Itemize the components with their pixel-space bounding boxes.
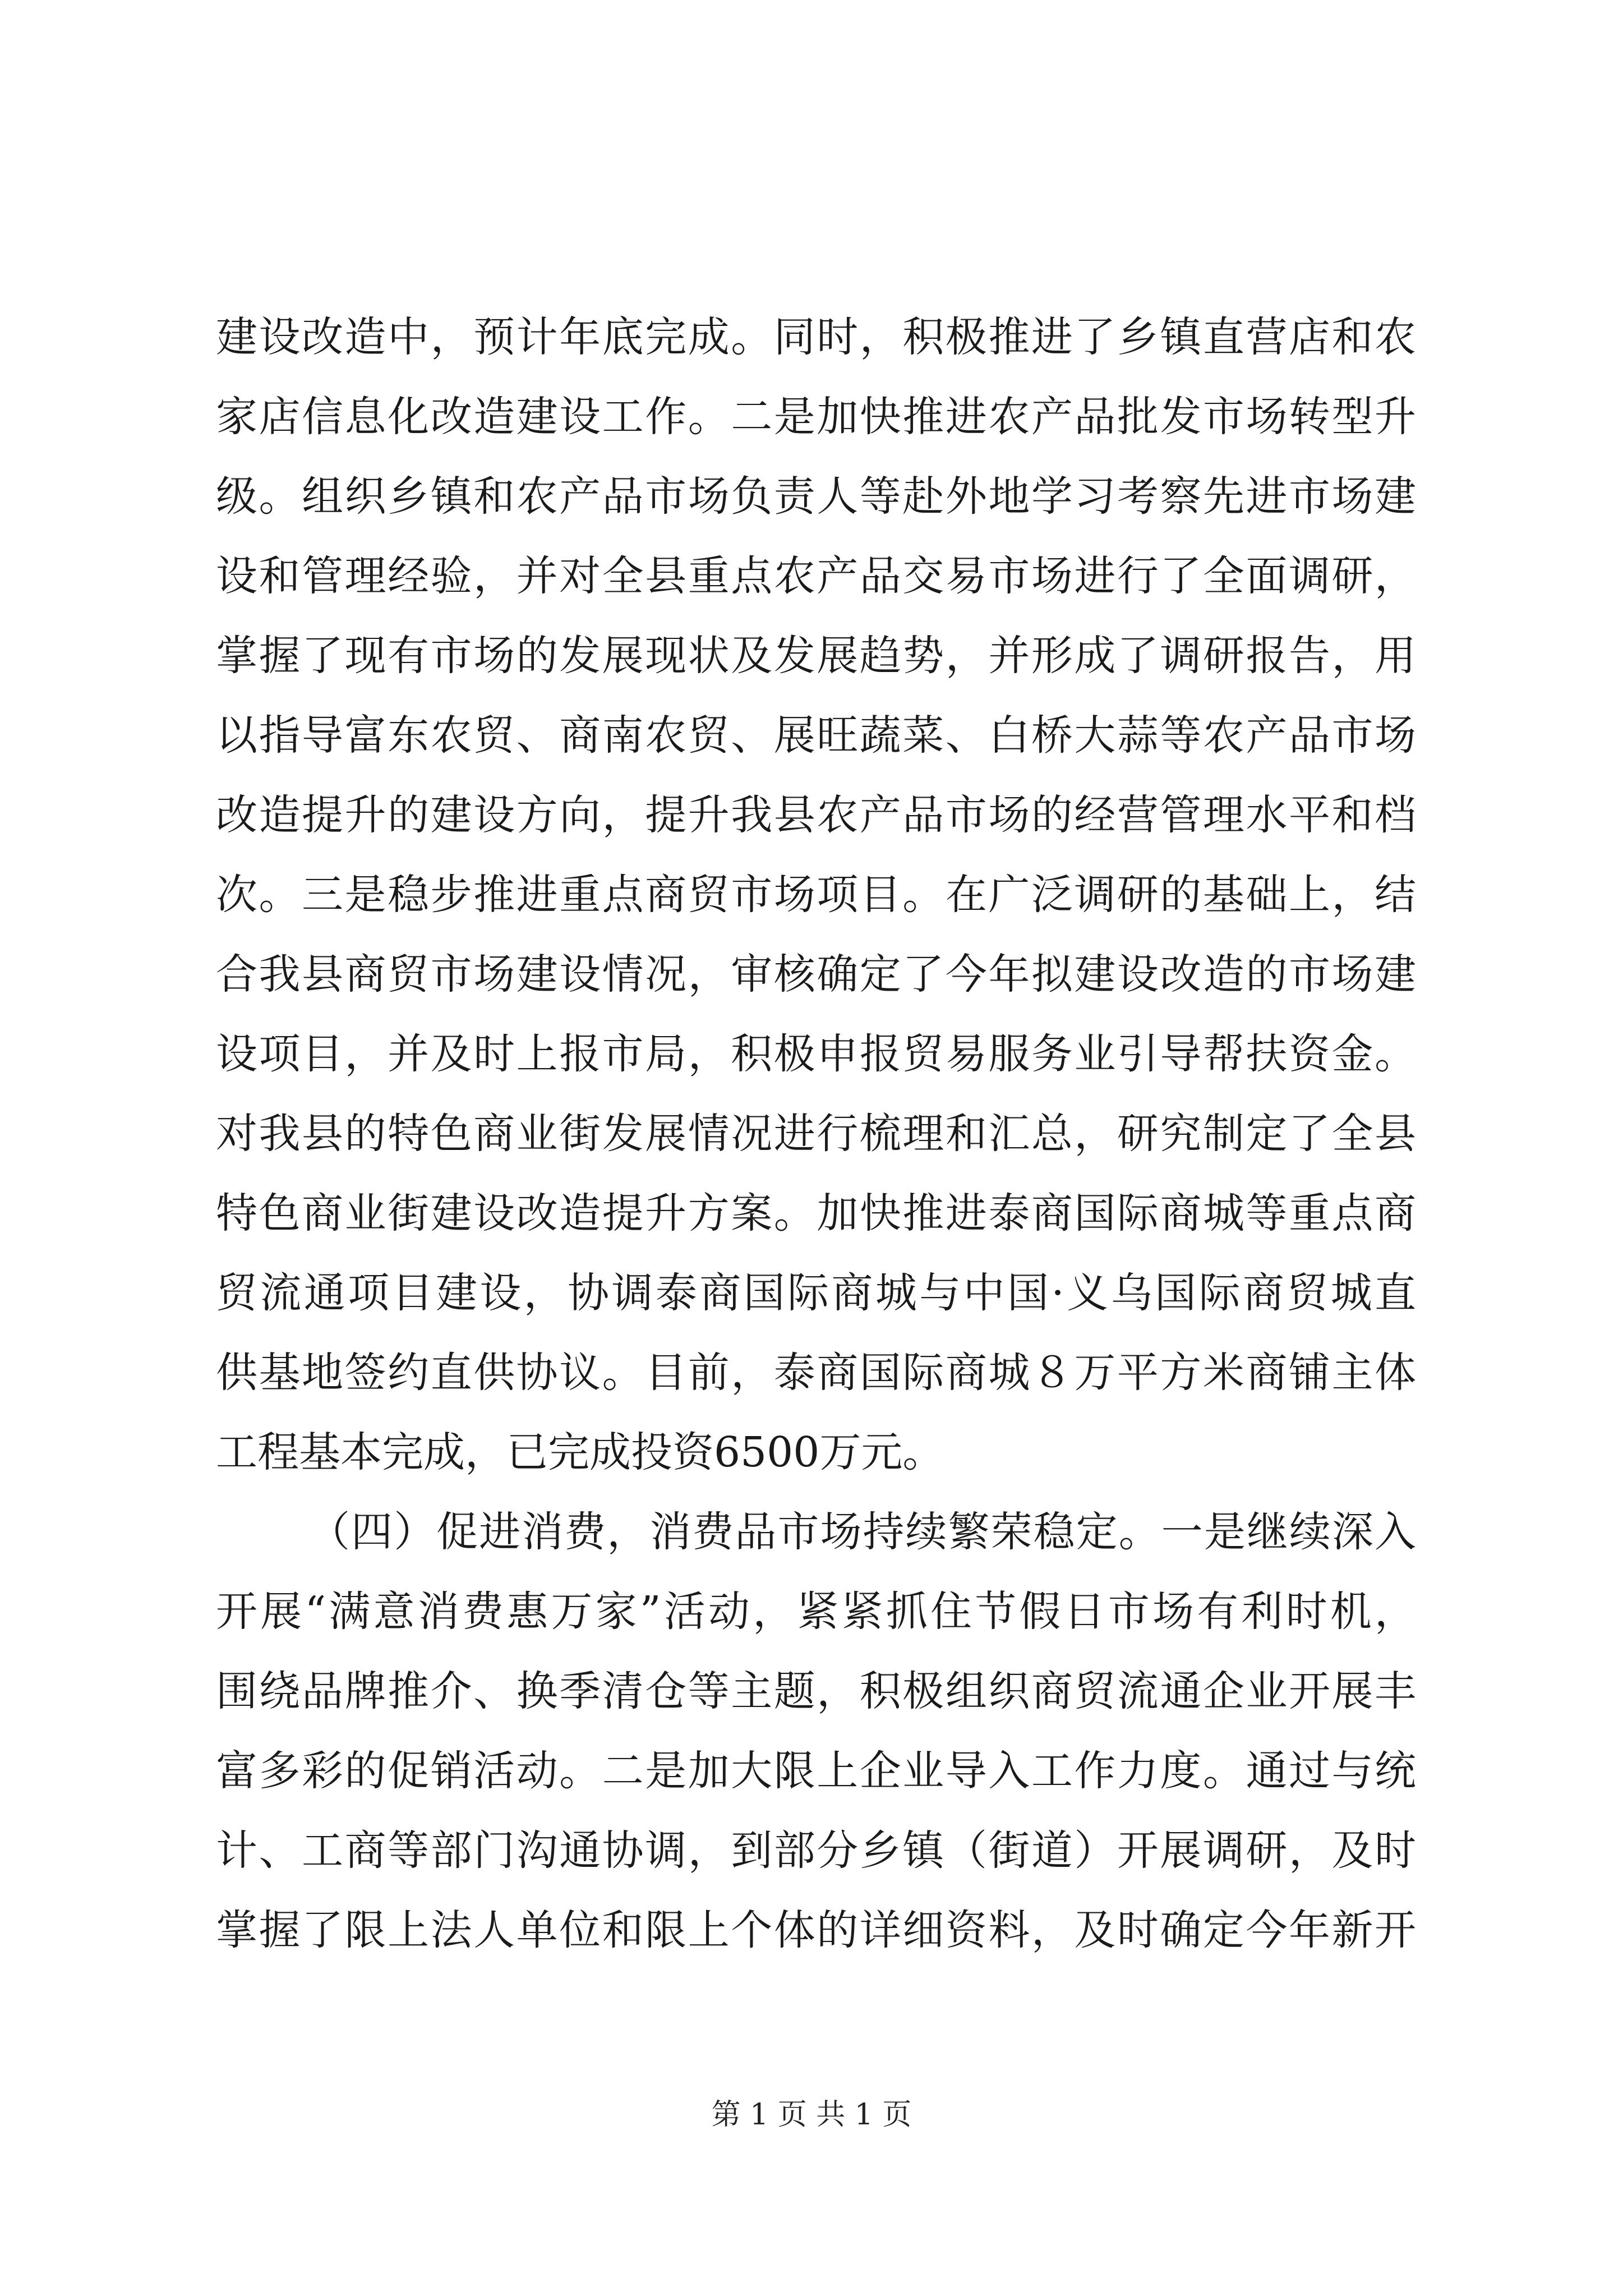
paragraph-line: 掌握了限上法人单位和限上个体的详细资料，及时确定今年新开 <box>216 1906 1416 1954</box>
paragraph-line: 改造提升的建设方向，提升我县农产品市场的经营管理水平和档 <box>216 791 1416 839</box>
paragraph-line: 建设改造中，预计年底完成。同时，积极推进了乡镇直营店和农 <box>216 313 1416 361</box>
paragraph-line: 次。三是稳步推进重点商贸市场项目。在广泛调研的基础上，结 <box>216 871 1416 919</box>
paragraph-line: 家店信息化改造建设工作。二是加快推进农产品批发市场转型升 <box>216 393 1416 441</box>
paragraph-line: 设项目，并及时上报市局，积极申报贸易服务业引导帮扶资金。 <box>216 1030 1416 1078</box>
paragraph-line: 对我县的特色商业街发展情况进行梳理和汇总，研究制定了全县 <box>216 1110 1416 1158</box>
paragraph-line: 计、工商等部门沟通协调，到部分乡镇（街道）开展调研，及时 <box>216 1826 1416 1875</box>
document-body <box>216 297 1416 1970</box>
paragraph-line: 开展“满意消费惠万家”活动，紧紧抓住节假日市场有利时机， <box>216 1588 1416 1636</box>
section-heading-line: （四）促进消费，消费品市场持续繁荣稳定。一是继续深入 <box>308 1508 1416 1556</box>
paragraph-line: 供基地签约直供协议。目前，泰商国际商城８万平方米商铺主体 <box>216 1349 1416 1397</box>
paragraph-line: 掌握了现有市场的发展现状及发展趋势，并形成了调研报告，用 <box>216 632 1416 680</box>
page-number-label: 第 1 页 共 1 页 <box>711 2098 912 2132</box>
paragraph-line: 级。组织乡镇和农产品市场负责人等赴外地学习考察先进市场建 <box>216 472 1416 521</box>
paragraph-line: 以指导富东农贸、商南农贸、展旺蔬菜、白桥大蒜等农产品市场 <box>216 711 1416 760</box>
paragraph-line: 合我县商贸市场建设情况，审核确定了今年拟建设改造的市场建 <box>216 950 1416 999</box>
page-footer <box>0 2095 1623 2134</box>
paragraph-line: 设和管理经验，并对全县重点农产品交易市场进行了全面调研， <box>216 552 1416 600</box>
paragraph-line: 围绕品牌推介、换季清仓等主题，积极组织商贸流通企业开展丰 <box>216 1667 1416 1715</box>
paragraph-line: 贸流通项目建设，协调泰商国际商城与中国·义乌国际商贸城直 <box>216 1269 1416 1317</box>
paragraph-line-end: 工程基本完成，已完成投资6500万元。 <box>216 1428 944 1476</box>
paragraph-line: 特色商业街建设改造提升方案。加快推进泰商国际商城等重点商 <box>216 1189 1416 1237</box>
paragraph-line: 富多彩的促销活动。二是加大限上企业导入工作力度。通过与统 <box>216 1747 1416 1795</box>
